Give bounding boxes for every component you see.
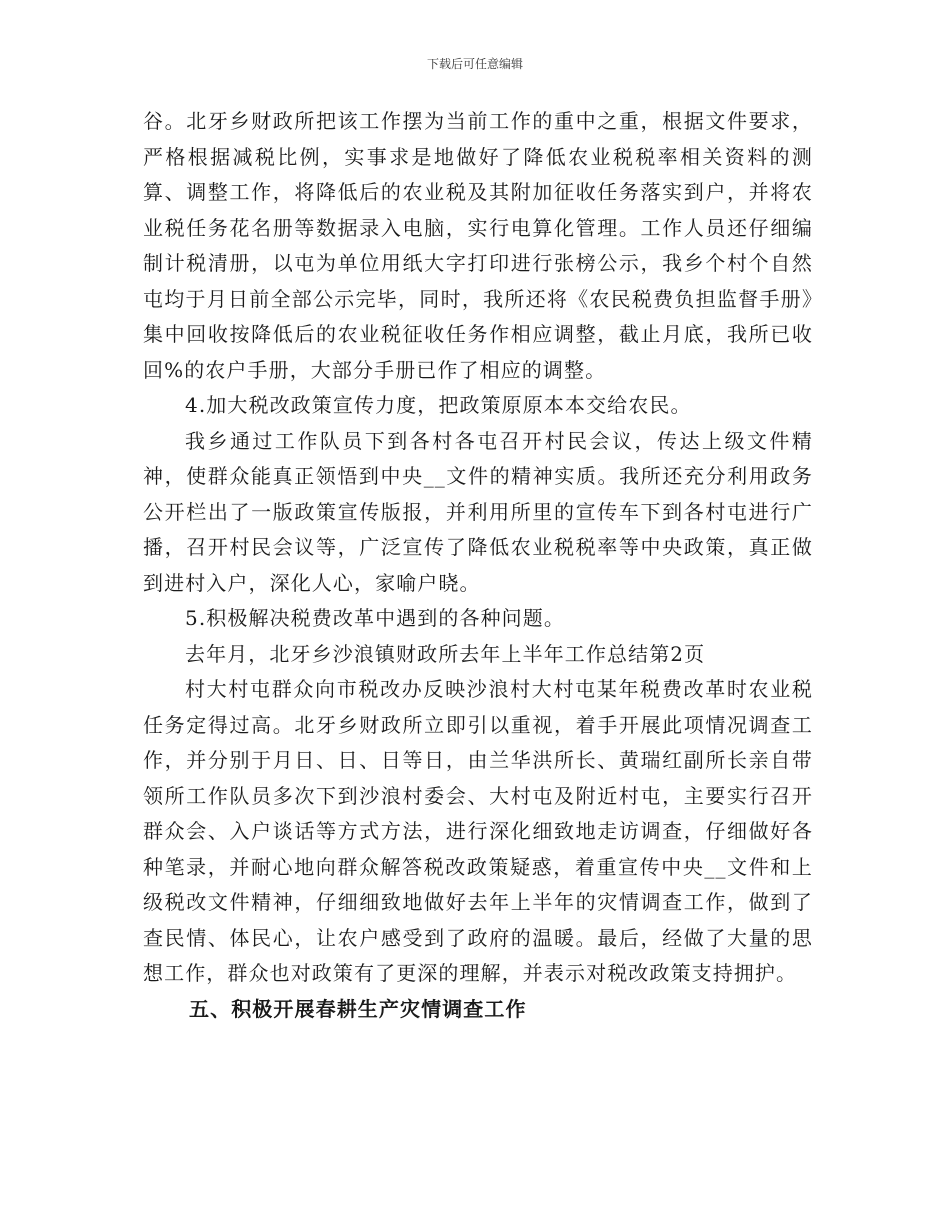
paragraph-4-item-5: 5.积极解决税费改革中遇到的各种问题。	[185, 606, 565, 630]
paragraph-3: 我乡通过工作队员下到各村各屯召开村民会议，传达上级文件精神，使群众能真正领悟到中央__文件的精神实质。我所还充分利用政务公开栏出了一版政策宣传版报，并利用所里的宣传车下到各村屯进行广播，召开村民会议等，广泛宣传了降低农业税税率等中央政策，真正做到进村入户，深化人心，家喻户晓。	[143, 428, 813, 595]
section-heading-5: 五、积极开展春耕生产灾情调查工作	[189, 996, 527, 1021]
paragraph-2-item-4: 4.加大税改政策宣传力度，把政策原原本本交给农民。	[185, 393, 692, 417]
document-body	[143, 104, 813, 1027]
paragraph-1: 谷。北牙乡财政所把该工作摆为当前工作的重中之重，根据文件要求，严格根据减税比例，实事求是地做好了降低农业税税率相关资料的测算、调整工作，将降低后的农业税及其附加征收任务落实到户，并将农业税任务花名册等数据录入电脑，实行电算化管理。工作人员还仔细编制计税清册，以屯为单位用纸大字打印进行张榜公示，我乡个村个自然屯均于月日前全部公示完毕，同时，我所还将《农民税费负担监督手册》集中回收按降低后的农业税征收任务作相应调整，截止月底，我所已收回%的农户手册，大部分手册已作了相应的调整。	[143, 109, 813, 382]
paragraph-6: 村大村屯群众向市税改办反映沙浪村大村屯某年税费改革时农业税任务定得过高。北牙乡财政所立即引以重视，着手开展此项情况调查工作，并分别于月日、日、日等日，由兰华洪所长、黄瑞红副所长亲自带领所工作队员多次下到沙浪村委会、大村屯及附近村屯，主要实行召开群众会、入户谈话等方式方法，进行深化细致地走访调查，仔细做好各种笔录，并耐心地向群众解答税改政策疑惑，着重宣传中央__文件和上级税改文件精神，仔细细致地做好去年上半年的灾情调查工作，做到了查民情、体民心，让农户感受到了政府的温暖。最后，经做了大量的思想工作，群众也对政策有了更深的理解，并表示对税改政策支持拥护。	[143, 677, 813, 985]
paragraph-5: 去年月，北牙乡沙浪镇财政所去年上半年工作总结第2页	[185, 641, 706, 666]
page-header: 下载后可任意编辑	[426, 57, 523, 71]
